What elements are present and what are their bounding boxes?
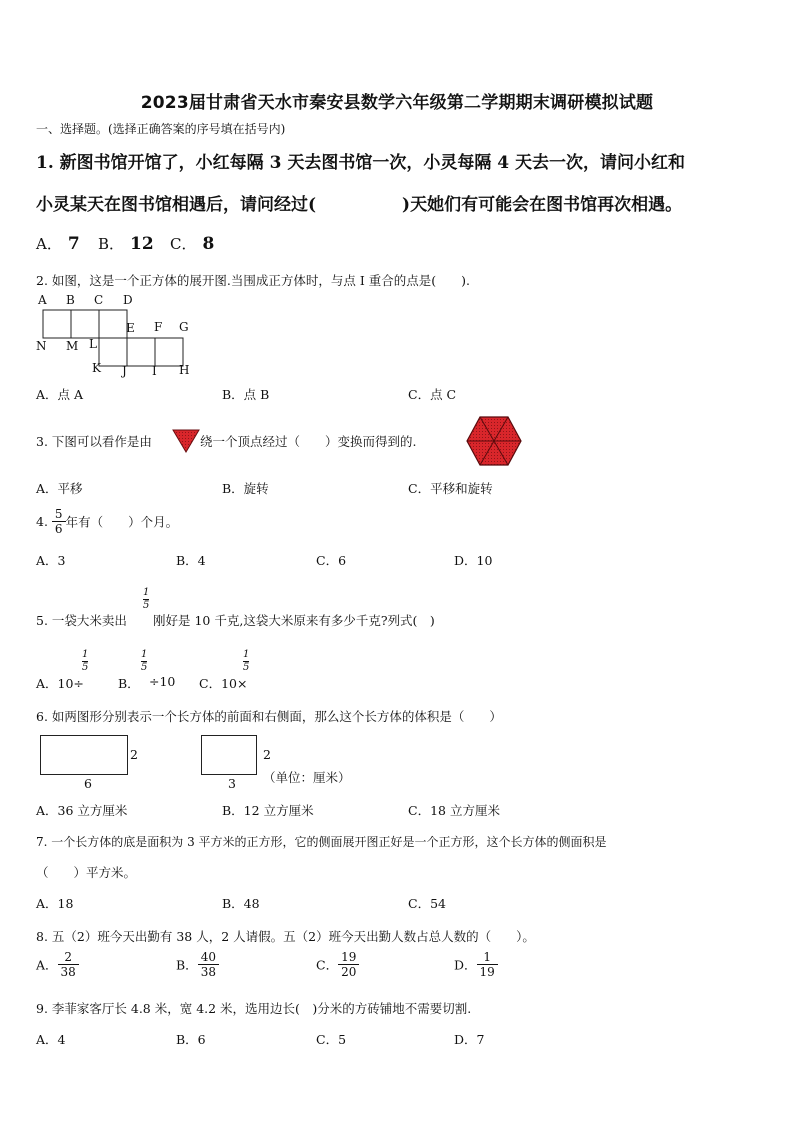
- q5-option-a[interactable]: A．10÷: [36, 676, 84, 691]
- q1-line2-a: 小灵某天在图书馆相遇后，请问经过(: [36, 195, 317, 215]
- q2-text: 2. 如图，这是一个正方体的展开图.当围成正方体时，与点 I 重合的点是( ).: [36, 273, 470, 288]
- q7-line1: 7. 一个长方体的底是面积为 3 平方米的正方形，它的侧面展开图正好是一个正方形，这个长方体的侧面积是: [36, 835, 607, 849]
- q6-option-b[interactable]: B．12 立方厘米: [222, 803, 314, 818]
- q5-option-b-fraction: 1 5: [141, 649, 148, 673]
- net-square: [127, 338, 155, 366]
- q8-option-a-fraction: $\frac{2}{38}$: [58, 950, 79, 979]
- red-triangle-icon: [172, 428, 200, 454]
- net-label: I: [152, 364, 157, 378]
- q3-option-c[interactable]: C．平移和旋转: [408, 481, 493, 496]
- q9-text: 9. 李菲家客厅长 4.8 米，宽 4.2 米，选用边长( )分米的方砖铺地不需要切割.: [36, 1001, 472, 1016]
- net-label: E: [126, 321, 135, 335]
- rect1-bottom-label: 6: [84, 776, 92, 791]
- q8-option-b[interactable]: B． $\frac{40}{38}$: [176, 950, 219, 979]
- q8-text: 8. 五（2）班今天出勤有 38 人，2 人请假。五（2）班今天出勤人数占总人数的（ ）。: [36, 929, 535, 944]
- q1-option-c[interactable]: C． 8: [170, 234, 215, 254]
- q1-line2-b: )天她们有可能会在图书馆再次相遇。: [402, 195, 683, 215]
- section-heading: 一、选择题。(选择正确答案的序号填在括号内): [36, 122, 286, 136]
- rect1-side-label: 2: [130, 747, 138, 762]
- q9-option-a[interactable]: A．4: [36, 1032, 66, 1047]
- q4-line: 4. $\frac{5}{6}$ 年有（ ）个月。: [36, 507, 179, 536]
- net-label: J: [122, 364, 127, 378]
- q7-line2: （ ）平方米。: [36, 865, 137, 880]
- net-label: K: [92, 361, 101, 375]
- q1-line1: 1. 新图书馆开馆了，小红每隔 3 天去图书馆一次，小灵每隔 4 天去一次，请问小红和: [36, 153, 685, 173]
- red-hexagon-figure: [466, 415, 522, 467]
- q5-text: 刚好是 10 千克,这袋大米原来有多少千克?列式( ): [153, 613, 435, 628]
- q8-option-d-fraction: $\frac{1}{19}$: [477, 950, 498, 979]
- q5-option-b-after: ÷10: [149, 674, 176, 689]
- q1-option-b[interactable]: B． 12: [98, 234, 154, 254]
- q9-option-c[interactable]: C．5: [316, 1032, 347, 1047]
- q7-option-a[interactable]: A．18: [36, 896, 74, 911]
- q2-option-a[interactable]: A．点 A: [36, 387, 84, 402]
- net-square: [155, 338, 183, 366]
- q5-option-c-fraction: 1 5: [243, 649, 250, 673]
- q3-text-a: 3. 下图可以看作是由: [36, 434, 152, 449]
- cube-net-figure: [30, 290, 210, 380]
- q6-text: 6. 如两图形分别表示一个长方体的前面和右侧面，那么这个长方体的体积是（ ）: [36, 709, 502, 724]
- q9-option-d[interactable]: D．7: [454, 1032, 485, 1047]
- q2-option-c[interactable]: C．点 C: [408, 387, 457, 402]
- q3-text-b: 绕一个顶点经过（ ）变换而得到的.: [200, 434, 417, 449]
- net-square: [99, 310, 127, 338]
- q8-option-c-fraction: $\frac{19}{20}$: [338, 950, 359, 979]
- net-label: C: [94, 293, 104, 307]
- net-label: B: [66, 293, 75, 307]
- front-face-rect: [40, 735, 128, 775]
- q5-option-b[interactable]: B．: [118, 676, 140, 691]
- q5-fraction: 1 5: [143, 587, 150, 611]
- q7-option-b[interactable]: B．48: [222, 896, 260, 911]
- q5-option-a-fraction: 1 5: [82, 649, 89, 673]
- q5-option-c[interactable]: C．10×: [199, 676, 248, 691]
- q2-option-b[interactable]: B．点 B: [222, 387, 270, 402]
- q6-option-a[interactable]: A．36 立方厘米: [36, 803, 128, 818]
- net-label: G: [179, 320, 189, 334]
- q8-option-d[interactable]: D． $\frac{1}{19}$: [454, 950, 498, 979]
- net-label: M: [66, 339, 79, 353]
- q1-option-a[interactable]: A． 7: [36, 234, 80, 254]
- q1-line2: [36, 190, 682, 215]
- rect2-side-label: 2: [263, 747, 271, 762]
- net-label: L: [89, 337, 97, 351]
- rect2-bottom-label: 3: [228, 776, 236, 791]
- net-label: H: [179, 363, 190, 377]
- q5-prefix: 5. 一袋大米卖出: [36, 613, 127, 628]
- side-face-rect: [201, 735, 257, 775]
- q8-option-c[interactable]: C． $\frac{19}{20}$: [316, 950, 359, 979]
- q4-option-b[interactable]: B．4: [176, 553, 206, 568]
- net-square: [43, 310, 71, 338]
- q9-option-b[interactable]: B．6: [176, 1032, 206, 1047]
- net-square: [71, 310, 99, 338]
- q4-fraction: $\frac{5}{6}$: [52, 507, 66, 536]
- q4-option-c[interactable]: C．6: [316, 553, 347, 568]
- q7-option-c[interactable]: C．54: [408, 896, 446, 911]
- net-label: A: [38, 293, 47, 307]
- page-title: 2023届甘肃省天水市秦安县数学六年级第二学期期末调研模拟试题: [140, 93, 654, 113]
- q8-option-b-fraction: $\frac{40}{38}$: [198, 950, 219, 979]
- net-label: N: [36, 339, 47, 353]
- net-square: [99, 338, 127, 366]
- unit-label: （单位：厘米）: [263, 770, 351, 785]
- q3-option-b[interactable]: B．旋转: [222, 481, 269, 496]
- q8-option-a[interactable]: A． $\frac{2}{38}$: [36, 950, 79, 979]
- net-label: D: [123, 293, 133, 307]
- q4-option-a[interactable]: A．3: [36, 553, 66, 568]
- q3-option-a[interactable]: A．平移: [36, 481, 83, 496]
- q4-option-d[interactable]: D．10: [454, 553, 493, 568]
- net-label: F: [154, 320, 163, 334]
- q6-option-c[interactable]: C．18 立方厘米: [408, 803, 500, 818]
